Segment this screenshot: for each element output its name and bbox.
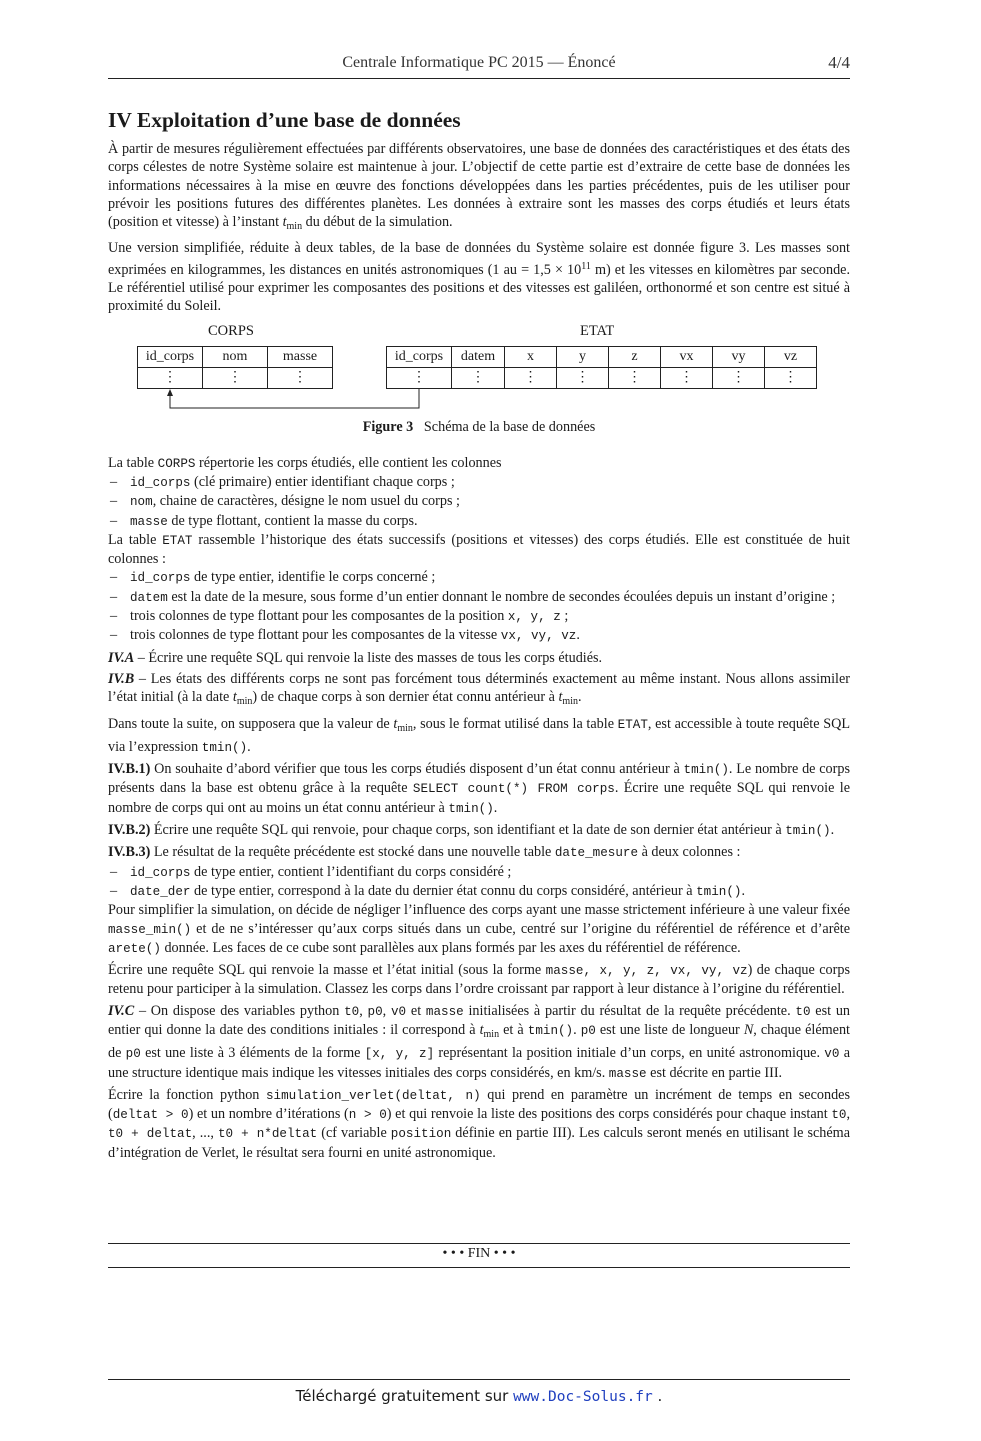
table-name-corps: CORPS: [208, 322, 254, 339]
ellipsis-cell: ⋮: [661, 367, 713, 388]
etat-col-x: x: [505, 346, 557, 367]
page-header: [108, 52, 850, 79]
etat-col-vx: vx: [661, 346, 713, 367]
question-IV-B: IV.B – Les états des différents corps ne sont pas forcément tous déterminés exactement au même instant. Nous allons assimiler l’état initial (à la date $t_{min}$) de chaque corps à son dernier état connu antérieur à $t_{min}$.: [108, 670, 850, 708]
intro-paragraph-2: Une version simplifiée, réduite à deux tables, de la base de données du Système solaire est donnée figure 3. Les masses sont exprimées en kilogrammes, les distances en unités astronomiques (1 au = $1,5 \times 10^{11}$ m) et les vitesses en kilomètres par seconde. Le référentiel utilisé pour exprimer les composantes des positions et des vitesses est galiléen, orthonormé et son centre est situé à proximité du Soleil.: [108, 240, 851, 315]
ellipsis-cell: ⋮: [505, 367, 557, 388]
figure-3: [108, 322, 850, 450]
list-item: – id_corps de type entier, contient l’identifiant du corps considéré ;: [108, 863, 850, 882]
etat-col-vy: vy: [713, 346, 765, 367]
list-item: – id_corps de type entier, identifie le corps concerné ;: [108, 568, 850, 587]
doc-solus-link[interactable]: www.Doc-Solus.fr: [513, 1389, 653, 1405]
intro-paragraph-1: À partir de mesures régulièrement effectuées par différents observatoires, une base de données des caractéristiques et des états des corps célestes de notre Système solaire est maintenue à jour. L’objectif de cette partie est d’extraire de cette base de données les informations nécessaires à la mise en œuvre des fonctions développées dans les parties précédentes, puis de les utiliser pour prévoir les positions futures des différentes planètes. Les données à extraire sont les masses des corps étudiés et leurs états (position et vitesse) à l’instant $t_{min}$ du début de la simulation.: [108, 141, 850, 233]
corps-col-id: id_corps: [138, 346, 203, 367]
etat-description: La table ETAT rassemble l’historique des états successifs (positions et vitesses) des corps étudiés. Elle est constituée de huit colonnes :: [108, 531, 850, 568]
ellipsis-cell: ⋮: [268, 367, 333, 388]
fin-rule-top: [108, 1243, 850, 1244]
corps-columns-list: [108, 473, 850, 531]
question-IV-B-3-context: Pour simplifier la simulation, on décide de négliger l’influence des corps ayant une masse strictement inférieure à une valeur fixée masse_min() et de ne s’intéresser qu’aux corps situés dans un cube, centré sur l’origine du référentiel de référence et d’arête arete() donnée. Les faces de ce cube sont parallèles aux plans formés par les axes du référentiel de référence.: [108, 902, 850, 956]
ellipsis-cell: ⋮: [713, 367, 765, 388]
etat-col-vz: vz: [765, 346, 817, 367]
question-IV-B-1: IV.B.1) On souhaite d’abord vérifier que tous les corps étudiés disposent d’un état connu antérieur à tmin(). Le nombre de corps présents dans la base est obtenu grâce à la requête SELECT count(*) FROM corps. Écrire une requête SQL qui renvoie le nombre de corps qui ont au moins un état connu antérieur à tmin().: [108, 761, 850, 816]
list-item: – nom, chaine de caractères, désigne le nom usuel du corps ;: [108, 492, 850, 511]
ellipsis-cell: ⋮: [557, 367, 609, 388]
footer: Téléchargé gratuitement sur www.Doc-Solus.fr .: [295, 1387, 663, 1405]
footer-rule: [108, 1379, 850, 1380]
main-text: [108, 140, 850, 1165]
page-number: 4/4: [828, 53, 850, 72]
list-item: – trois colonnes de type flottant pour les composantes de la position x, y, z ;: [108, 607, 850, 626]
question-IV-C: IV.C – On dispose des variables python t0, p0, v0 et masse initialisées à partir du résultat de la requête précédente. t0 est un entier qui donne la date des conditions initiales : il correspond à $t_{min}$ et à tmin(). p0 est une liste de longueur N, chaque élément de p0 est une liste à 3 éléments de la forme [x, y, z] représentant la position initiale d’un corps, en unité astronomique. v0 a une structure identique mais indique les vitesses initiales des corps considérés, en km/s. masse est décrite en partie III.: [108, 1002, 851, 1081]
header-title: Centrale Informatique PC 2015 — Énoncé: [342, 54, 616, 71]
ellipsis-cell: ⋮: [609, 367, 661, 388]
table-name-etat: ETAT: [580, 322, 615, 339]
question-IV-B-context: Dans toute la suite, on supposera que la valeur de $t_{min}$, sous le format utilisé dans la table ETAT, est accessible à toute requête SQL via l’expression tmin().: [108, 715, 851, 755]
date-mesure-columns-list: [108, 863, 850, 902]
question-IV-B-3: IV.B.3) Le résultat de la requête précédente est stocké dans une nouvelle table date_mesure à deux colonnes :: [108, 844, 741, 861]
etat-col-id: id_corps: [387, 346, 452, 367]
etat-columns-list: [108, 568, 850, 645]
question-IV-C-task: Écrire la fonction python simulation_verlet(deltat, n) qui prend en paramètre un incrément de temps en secondes (deltat > 0) et un nombre d’itérations (n > 0) et qui renvoie la liste des positions des corps considérés pour chaque instant t0, t0 + deltat, ..., t0 + n*deltat (cf variable position définie en partie III). Les calculs seront menés en utilisant le schéma d’intégration de Verlet, le résultat sera fourni en unité astronomique.: [108, 1086, 851, 1161]
corps-description: La table CORPS répertorie les corps étudiés, elle contient les colonnes: [108, 454, 502, 471]
etat-col-datem: datem: [452, 346, 505, 367]
list-item: – date_der de type entier, correspond à la date du dernier état connu du corps considéré, antérieur à tmin().: [108, 882, 850, 901]
ellipsis-cell: ⋮: [387, 367, 452, 388]
end-marker: • • • FIN • • •: [442, 1246, 516, 1261]
section-title: IV Exploitation d’une base de données: [108, 108, 461, 132]
list-item: – datem est la date de la mesure, sous forme d’un entier donnant le nombre de secondes écoulées depuis un instant d’origine ;: [108, 588, 850, 607]
question-IV-B-2: IV.B.2) Écrire une requête SQL qui renvoie, pour chaque corps, son identifiant et la date de son dernier état antérieur à tmin().: [108, 822, 835, 839]
etat-col-y: y: [557, 346, 609, 367]
foreign-key-arrow: [108, 322, 850, 417]
etat-col-z: z: [609, 346, 661, 367]
question-IV-B-3-task: Écrire une requête SQL qui renvoie la masse et l’état initial (sous la forme masse, x, y, z, vx, vy, vz) de chaque corps retenu pour participer à la simulation. Classez les corps dans l’ordre croissant par rapport à leur distance à l’origine du référentiel.: [108, 962, 850, 998]
ellipsis-cell: ⋮: [138, 367, 203, 388]
list-item: – id_corps (clé primaire) entier identifiant chaque corps ;: [108, 473, 850, 492]
ellipsis-cell: ⋮: [765, 367, 817, 388]
ellipsis-cell: ⋮: [452, 367, 505, 388]
corps-col-masse: masse: [268, 346, 333, 367]
fin-rule-bottom: [108, 1267, 850, 1268]
list-item: – trois colonnes de type flottant pour les composantes de la vitesse vx, vy, vz.: [108, 626, 850, 645]
list-item: – masse de type flottant, contient la masse du corps.: [108, 512, 850, 531]
question-IV-A: IV.A – Écrire une requête SQL qui renvoie la liste des masses de tous les corps étudiés.: [108, 649, 603, 666]
figure-caption: Figure 3 Schéma de la base de données: [362, 418, 596, 435]
ellipsis-cell: ⋮: [203, 367, 268, 388]
corps-col-nom: nom: [203, 346, 268, 367]
